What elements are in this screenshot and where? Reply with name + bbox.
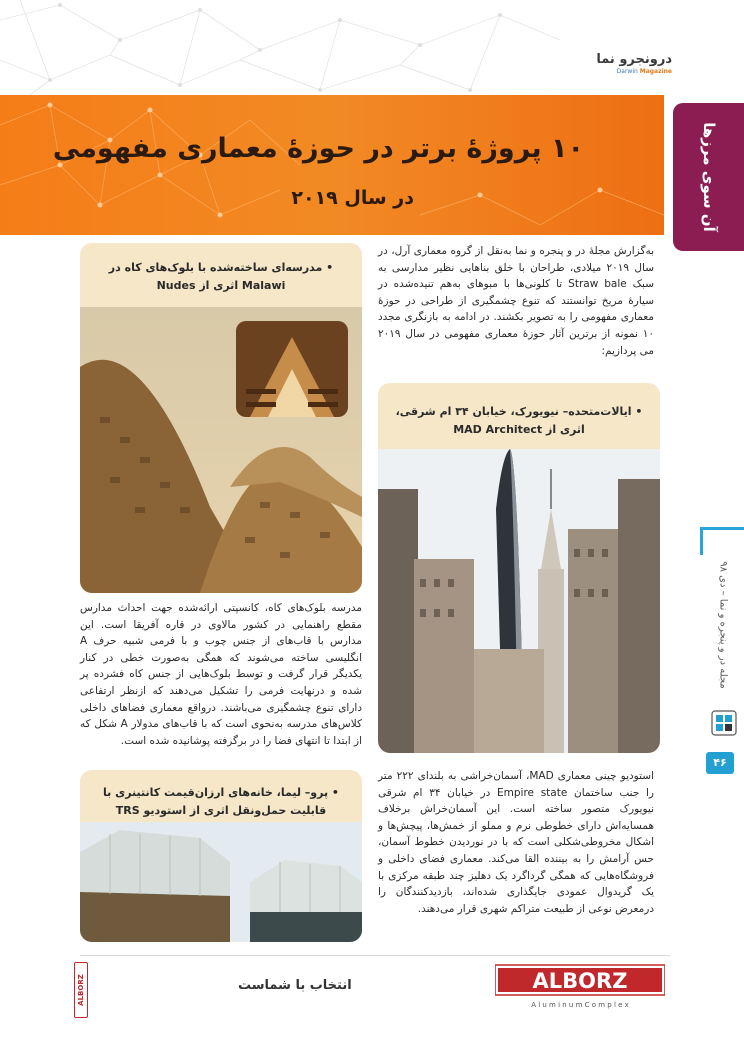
article-header-band bbox=[0, 95, 664, 235]
project-title-malawi: • مدرسه‌ای ساخته‌شده با بلوک‌های کاه در Malawi اثری از Nudes bbox=[108, 261, 334, 292]
alborz-side-logo bbox=[74, 962, 88, 1018]
mad-skyscraper-image bbox=[378, 449, 660, 753]
footer-divider bbox=[80, 955, 670, 956]
project-title-trs: • پرو– لیما، خانه‌های ارزان‌قیمت کانتینری با قابلیت حمل‌ونقل اثری از استودیو TRS bbox=[103, 786, 339, 817]
article-subtitle: در سال ۲۰۱۹ bbox=[291, 187, 414, 209]
project-card-malawi bbox=[80, 243, 362, 593]
magazine-logo-fa: درونجرو نما bbox=[596, 52, 672, 67]
container-houses-image bbox=[80, 822, 362, 942]
project-title-mad: • ایالات‌متحده– نیویورک، خیابان ۳۴ ام شرقی، اثری از MAD Architect bbox=[395, 405, 643, 436]
project-card-trs bbox=[80, 770, 362, 942]
magazine-logo bbox=[580, 52, 672, 82]
section-tab bbox=[673, 103, 744, 251]
header-mesh-pattern bbox=[0, 95, 664, 235]
page-number: ۴۶ bbox=[706, 752, 734, 774]
article-title: ۱۰ پروژهٔ برتر در حوزهٔ معماری مفهومی bbox=[52, 133, 584, 164]
project-description-mad: استودیو چینی معماری MAD، آسمان‌خراشی به بلندای ۲۲۲ متر را جنب ساختمان Empire state در خیابان ۳۴ ام شرقی نیویورک متصور ساخته است. این آسمان‌خراش برخلاف همسایه‌اش دارای خطوطی نرم و مملو از خمش‌ها، پیچش‌ها و اشکال مخروطی‌شکلی است که با در نوردیدن خطوط آسمان، حس آرامش را به بیننده القا می‌کند. معماری فضای داخلی و فروشگاه‌هایی که همگی گرداگرد یک دهلیز چند طبقه مرکزی با یک گریدوال عمودی جایگذاری شده‌اند، بازدیدکنندگان را درمعرض نوعی از طبیعت متراکم شهری قرار می‌دهند. bbox=[378, 770, 655, 915]
magazine-logo-en: Darwin Magazine bbox=[616, 68, 672, 75]
window-icon bbox=[711, 710, 737, 736]
project-card-mad bbox=[378, 383, 660, 753]
side-accent-rule-vertical bbox=[700, 527, 703, 555]
footer-selection-text: انتخاب با شماست bbox=[238, 978, 352, 993]
alborz-side-logo-text: ALBORZ bbox=[77, 974, 85, 1006]
alborz-ad-tagline: A l u m i n u m C o m p l e x bbox=[531, 1001, 629, 1009]
alborz-ad-brand: ALBORZ bbox=[532, 969, 628, 993]
straw-bale-school-image bbox=[80, 307, 362, 593]
side-accent-rule bbox=[700, 527, 744, 530]
alborz-ad-logo bbox=[495, 963, 665, 1013]
section-tab-label: آن سوی مرزها bbox=[699, 122, 718, 232]
intro-paragraph: به‌گزارش مجلهٔ در و پنجره و نما به‌نقل از گروه معماری آرل، در سال ۲۰۱۹ میلادی، طراحان با خلق بناهایی نظیر مدارسی به سبک Straw bale تا کلونی‌ها با مبوهای به‌هم تنیده‌شده در سیارهٔ مریخ توانستند که تنوع چشمگیری از طراحی در حوزهٔ معماری مفهومی را به‌ تصویر بکشند. در ادامه به بازنگری مجدد ۱۰ نمونه از برترین آثار حوزهٔ معماری مفهومی در سال ۲۰۱۹ می‌ پردازیم: bbox=[378, 245, 655, 357]
issue-line: مجله در و پنجره و نما – دی ۹۸ bbox=[717, 561, 729, 689]
project-description-malawi: مدرسه بلوک‌های کاه، کانسپتی ارائه‌شده جهت احداث مدارس مقطع راهنمایی در کشور مالاوی در قاره آفریقا است. این مدارس با قاب‌های از جنس چوب و با فرمی شبیه حرف A انگلیسی ساخته می‌شوند که همگی به‌صورت خطی در کنار یکدیگر قرار گرفت و توسط بلوک‌هایی از جنس کاه فشرده پر شده و درنهایت فرمی را تشکیل می‌دهند که ازنظر ارتفاعی دارای تنوع چشمگیری می‌باشند. درواقع معماری فضاهای داخلی کلاس‌های مدرسه به‌نحوی است که با قاب‌های مدولار A شکل که از ابتدا تا انتهای فضا را در برگرفته پوشانیده شده است. bbox=[80, 602, 362, 747]
